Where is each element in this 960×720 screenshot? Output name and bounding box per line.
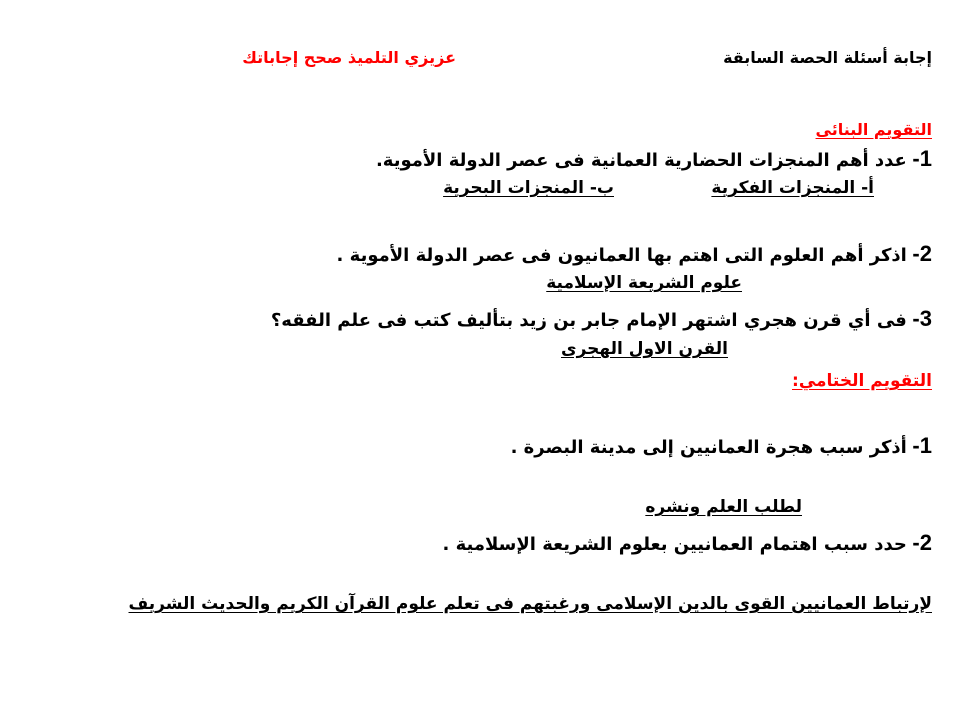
question-5 — [442, 532, 932, 554]
answer-1a: أ- المنجزات الفكرية — [711, 178, 874, 198]
question-text: عدد أهم المنجزات الحضارية العمانية فى عصر الدولة الأموية. — [375, 150, 907, 171]
question-number: 1- — [912, 146, 932, 171]
answer-5: لإرتباط العمانيين القوى بالدين الإسلامى ورغبتهم فى تعلم علوم القرآن الكريم والحديث الشريف — [128, 594, 932, 614]
question-2 — [337, 243, 932, 265]
section-heading-formative: التقويم البنائى — [815, 120, 932, 139]
question-number: 2- — [912, 241, 932, 266]
question-text: حدد سبب اهتمام العمانيين بعلوم الشريعة الإسلامية . — [442, 534, 907, 555]
header-right-title: إجابة أسئلة الحصة السابقة — [723, 48, 932, 67]
question-4 — [511, 435, 932, 457]
question-text: اذكر أهم العلوم التى اهتم بها العمانيون فى عصر الدولة الأموية . — [336, 245, 907, 266]
question-text: أذكر سبب هجرة العمانيين إلى مدينة البصرة . — [510, 437, 907, 458]
question-number: 3- — [912, 306, 932, 331]
question-3 — [271, 308, 932, 330]
section-heading-summative: التقويم الختامي: — [792, 371, 932, 391]
answer-3: القرن الاول الهجرى — [560, 339, 728, 359]
question-number: 2- — [912, 530, 932, 555]
header-left-title: عزيزي التلميذ صحح إجاباتك — [242, 48, 456, 67]
question-1 — [376, 148, 932, 170]
answer-4: لطلب العلم ونشره — [645, 497, 802, 517]
answer-1b: ب- المنجزات البحرية — [443, 178, 614, 198]
question-text: فى أي قرن هجري اشتهر الإمام جابر بن زيد بتأليف كتب فى علم الفقه؟ — [270, 310, 907, 331]
answer-2: علوم الشريعة الإسلامية — [546, 273, 742, 293]
question-number: 1- — [912, 433, 932, 458]
